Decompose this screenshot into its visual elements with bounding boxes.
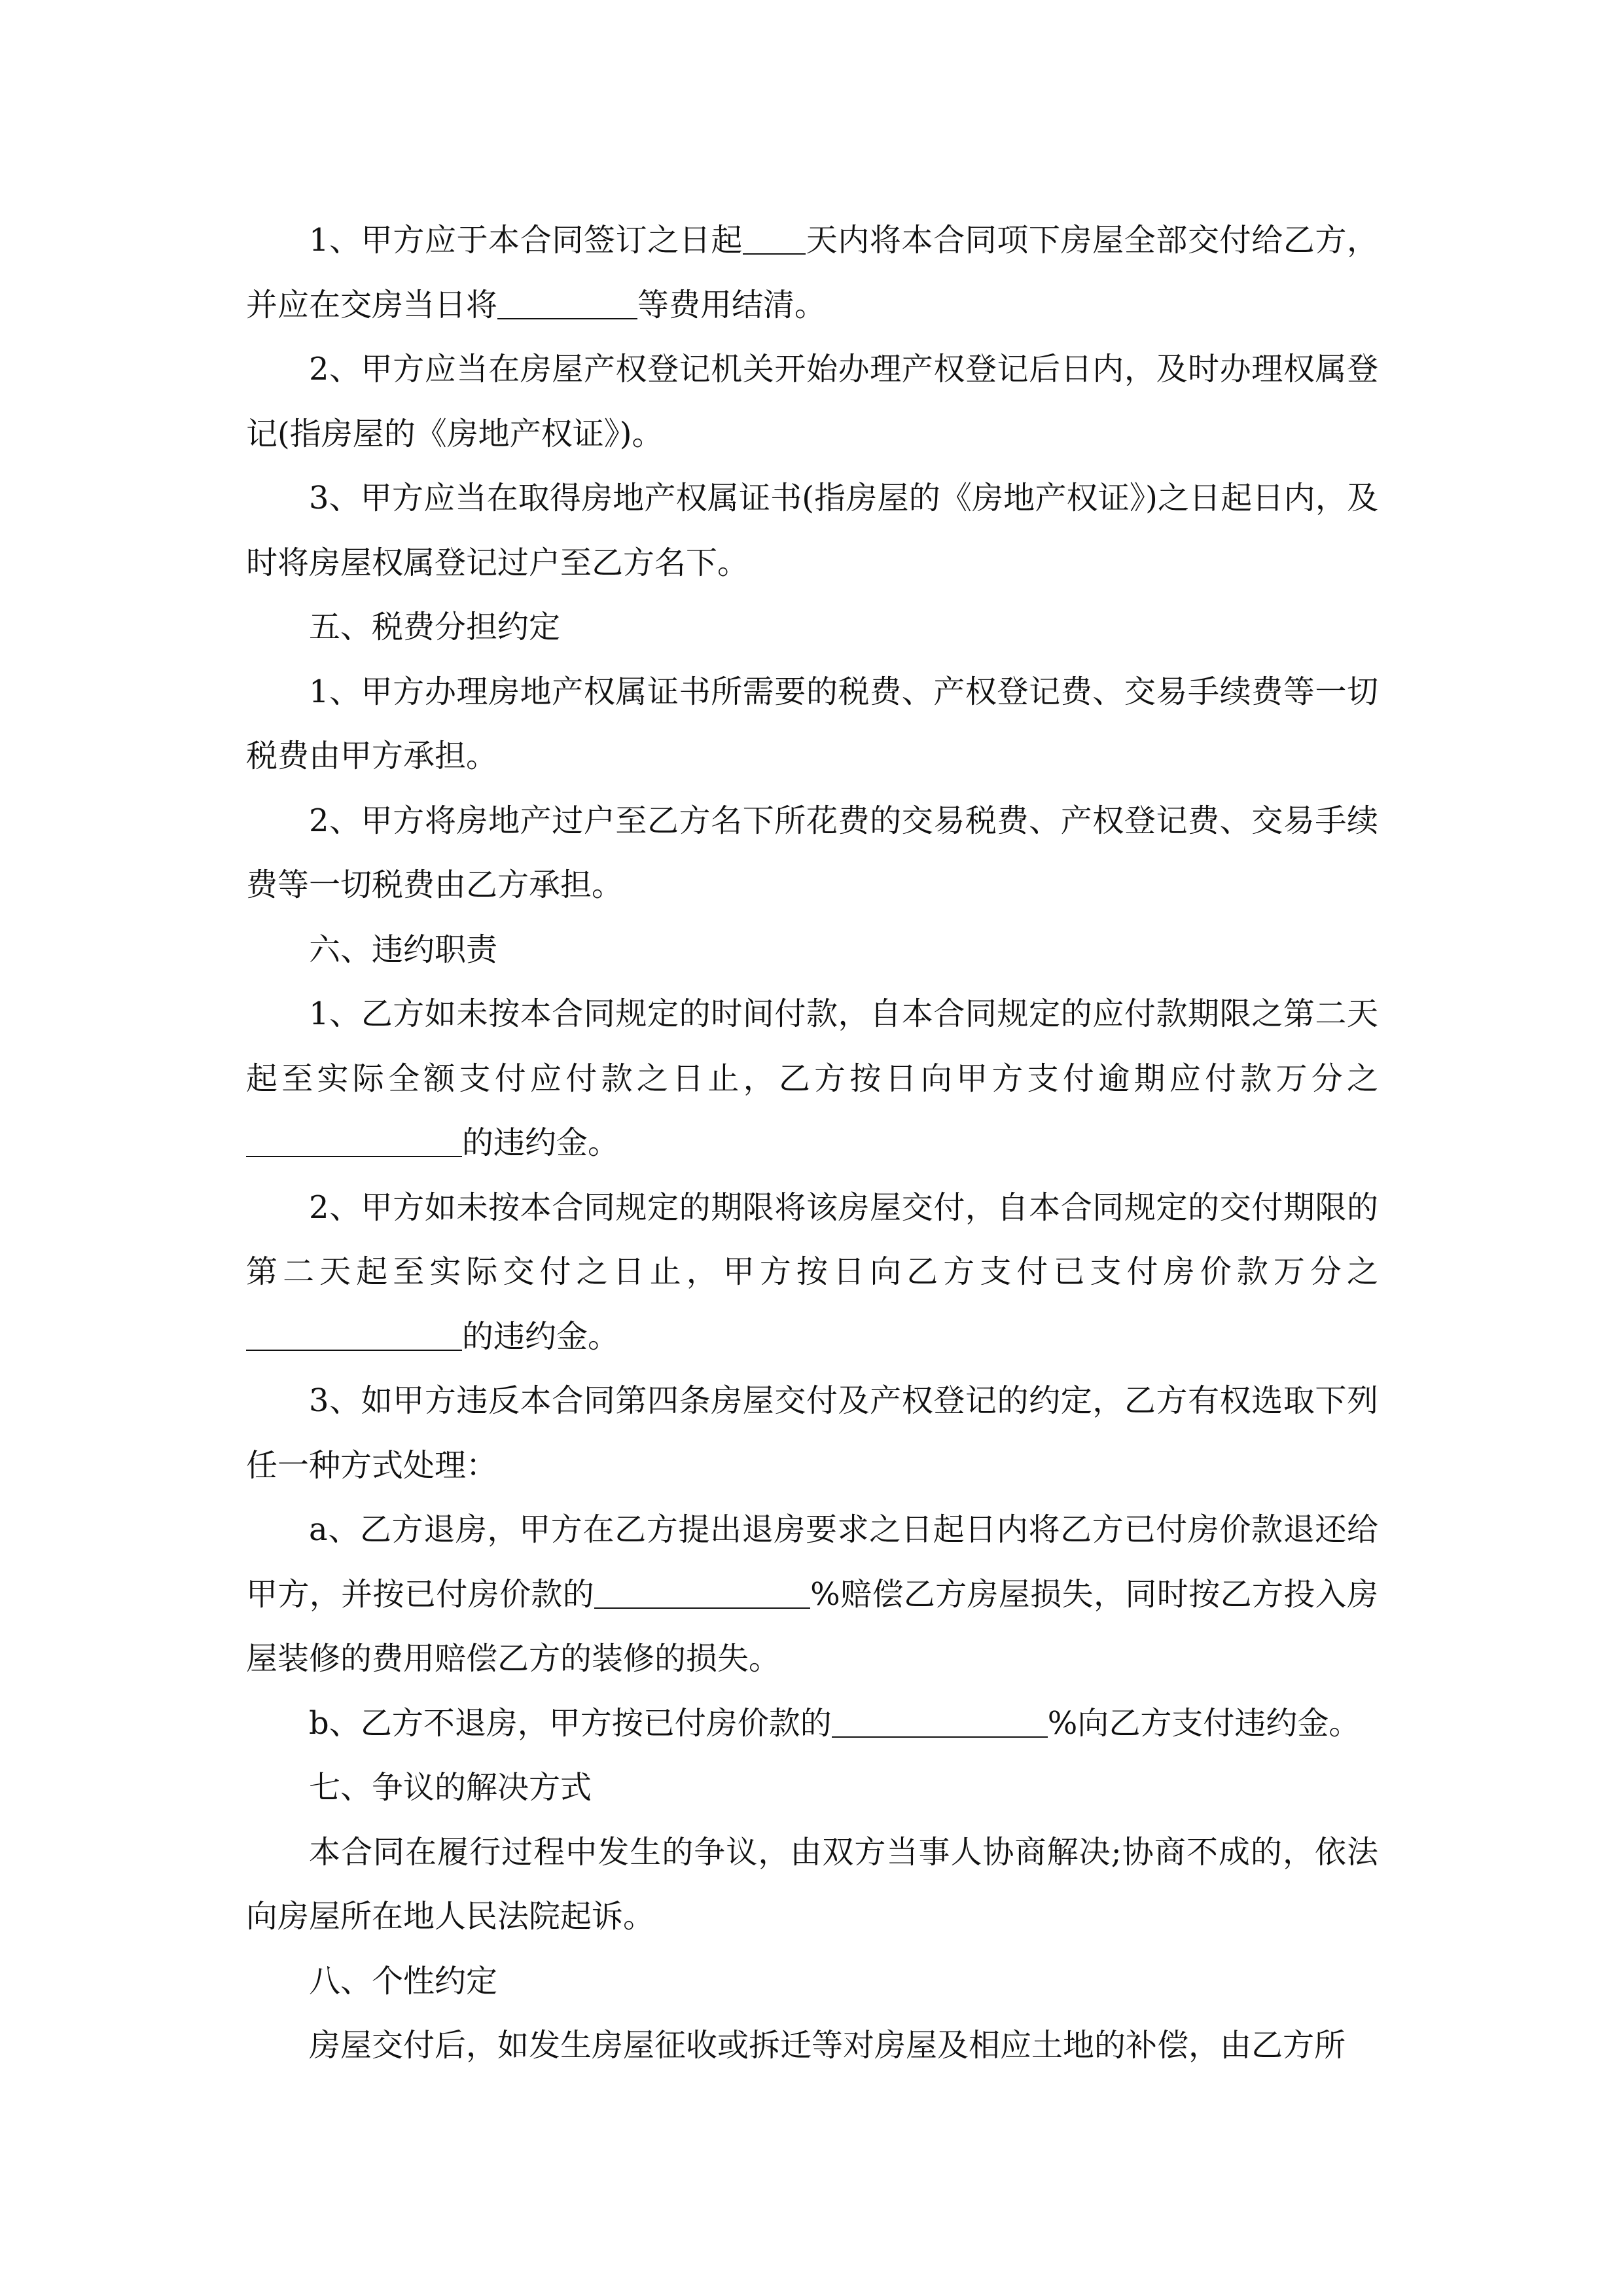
section-heading-7: 七、争议的解决方式	[309, 1769, 592, 1806]
clause-6-3: 3、如甲方违反本合同第四条房屋交付及产权登记的约定，乙方有权选取下列任一种方式处理：	[246, 1382, 1378, 1484]
clause-6-3-a	[246, 1498, 1378, 1691]
clause-6-3-b-text-b: %向乙方支付违约金。	[1047, 1704, 1361, 1742]
fill-blank-fees	[497, 287, 637, 319]
clause-5-2: 2、甲方将房地产过户至乙方名下所花费的交易税费、产权登记费、交易手续费等一切税费由乙方承担。	[246, 802, 1378, 903]
clause-7: 本合同在履行过程中发生的争议，由双方当事人协商解决;协商不成的，依法向房屋所在地人民法院起诉。	[246, 1833, 1378, 1935]
clause-6-1	[246, 982, 1378, 1175]
clause-5-1: 1、甲方办理房地产权属证书所需要的税费、产权登记费、交易手续费等一切税费由甲方承担。	[246, 673, 1378, 774]
clause-6-3-a-text-b: %赔偿乙方房屋损失，同时按乙方投入房屋装修的费用赔偿乙方的装修的损失。	[246, 1575, 1378, 1677]
clause-8: 房屋交付后，如发生房屋征收或拆迁等对房屋及相应土地的补偿，由乙方所	[309, 2027, 1346, 2064]
clause-6-1-text-a: 1、乙方如未按本合同规定的时间付款，自本合同规定的应付款期限之第二天起至实际全额支付应付款之日止，乙方按日向甲方支付逾期应付款万分之	[246, 996, 1378, 1097]
section-heading-6: 六、违约职责	[309, 931, 498, 968]
fill-blank-percentage	[832, 1705, 1048, 1738]
clause-6-2-text-a: 2、甲方如未按本合同规定的期限将该房屋交付，自本合同规定的交付期限的第二天起至实际交付之日止，甲方按日向乙方支付已支付房价款万分之	[246, 1189, 1378, 1290]
clause-4-1	[246, 208, 1378, 337]
fill-blank-penalty-rate	[246, 1124, 462, 1157]
clause-6-3-b	[246, 1691, 1378, 1756]
clause-6-2-text-b: 的违约金。	[462, 1318, 620, 1355]
fill-blank-penalty-rate	[246, 1318, 462, 1351]
clause-6-3-a-text-a: a、乙方退房，甲方在乙方提出退房要求之日起日内将乙方已付房价款退还给甲方，并按已付房价款的	[246, 1511, 1378, 1613]
fill-blank-percentage	[594, 1576, 810, 1609]
fill-blank-days	[743, 222, 806, 255]
clause-4-1-text-b: 天内将本合同项下房屋全部交付给乙方，并应在交房当日将	[246, 222, 1378, 323]
clause-4-2: 2、甲方应当在房屋产权登记机关开始办理产权登记后日内，及时办理权属登记(指房屋的《房地产权证》)。	[246, 351, 1378, 452]
clause-4-3: 3、甲方应当在取得房地产权属证书(指房屋的《房地产权证》)之日起日内，及时将房屋权属登记过户至乙方名下。	[246, 480, 1378, 581]
clause-6-2	[246, 1175, 1378, 1369]
contract-body	[246, 208, 1378, 2078]
clause-6-1-text-b: 的违约金。	[462, 1124, 620, 1161]
section-heading-5: 五、税费分担约定	[309, 609, 561, 645]
clause-4-1-text-c: 等费用结清。	[637, 286, 827, 323]
section-heading-8: 八、个性约定	[309, 1962, 498, 2000]
clause-4-1-text-a: 1、甲方应于本合同签订之日起	[309, 222, 743, 259]
clause-6-3-b-text-a: b、乙方不退房，甲方按已付房价款的	[309, 1704, 832, 1742]
